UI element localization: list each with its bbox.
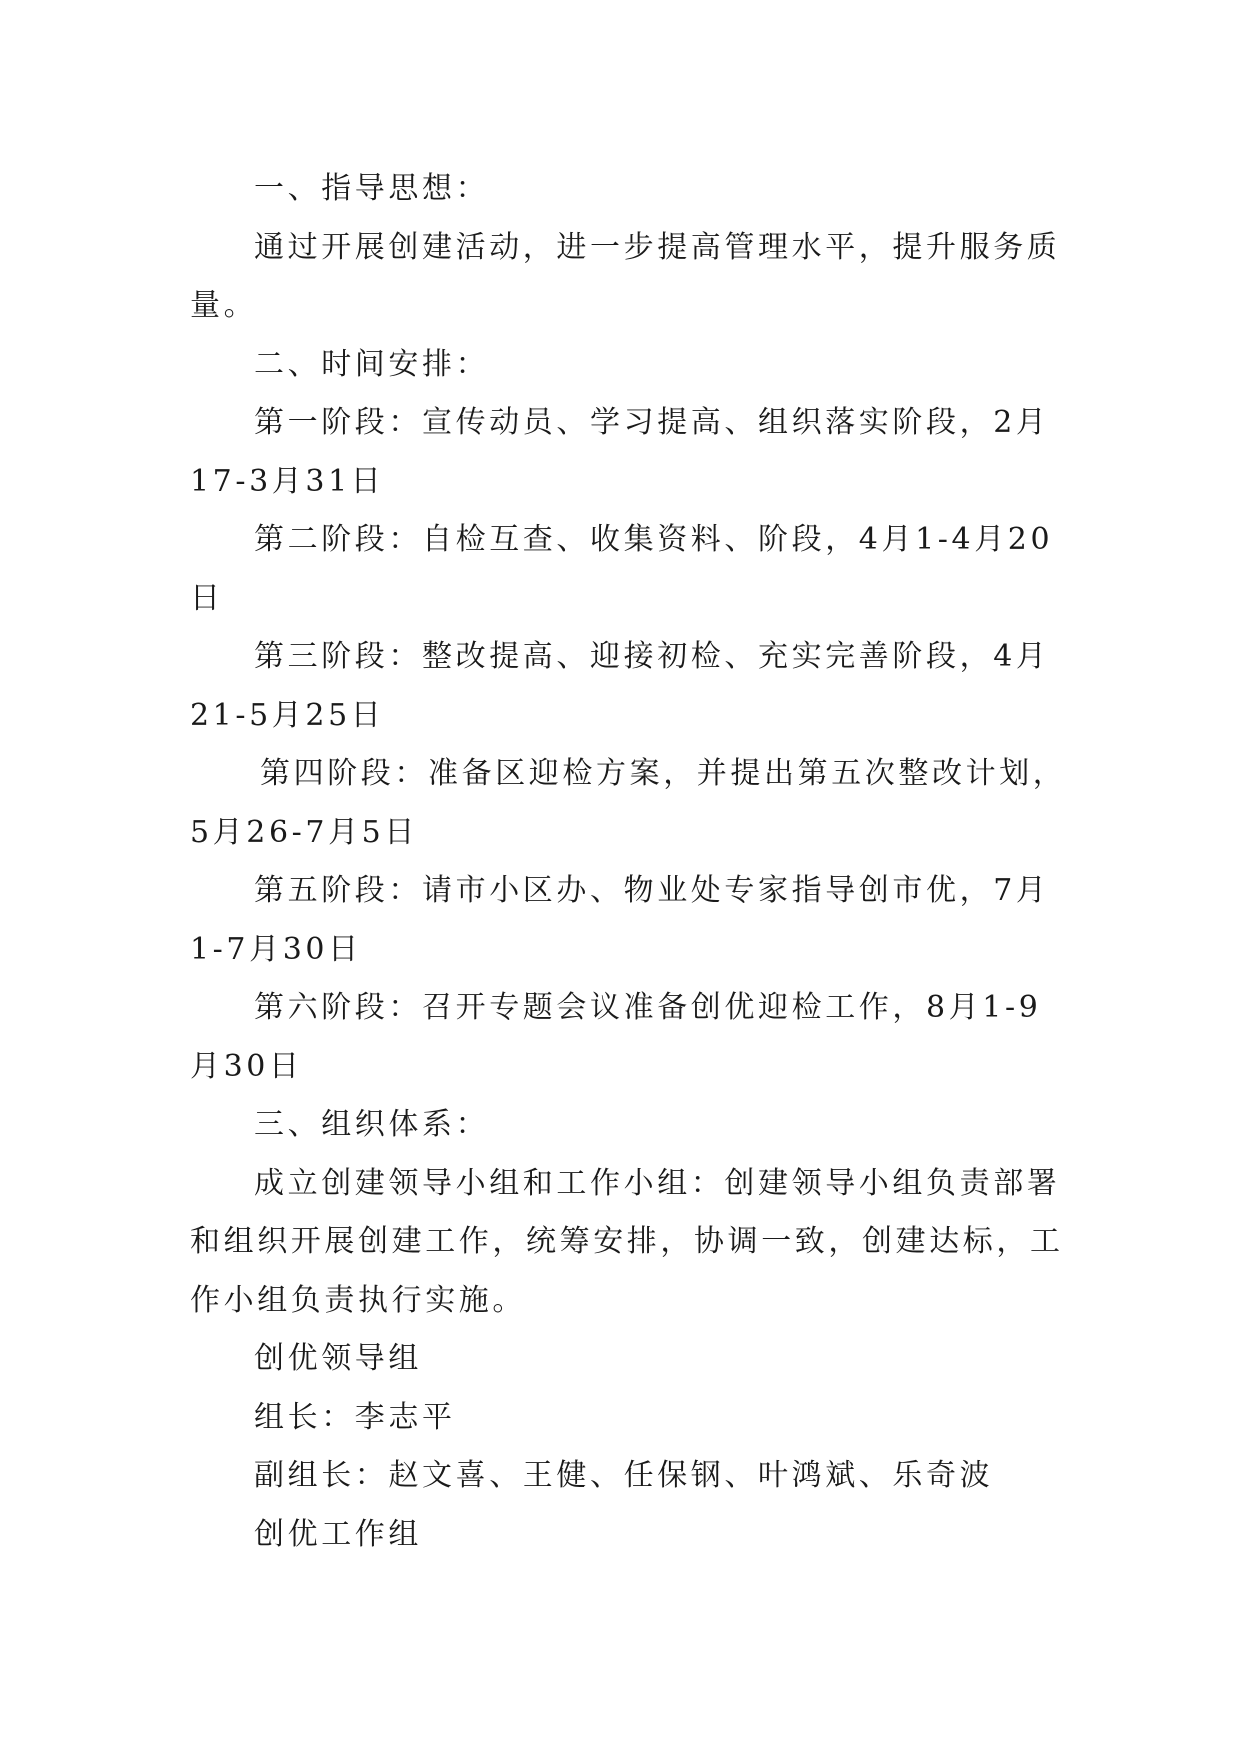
stage-4-text: 第四阶段：准备区迎检方案，并提出第五次整改计划，5月26-7月5日: [190, 756, 1067, 850]
deputy-leaders-line: 副组长：赵文喜、王健、任保钢、叶鸿斌、乐奇波: [254, 1458, 994, 1493]
paragraph-organization: 成立创建领导小组和工作小组：创建领导小组负责部署和组织开展创建工作，统筹安排，协调一致，创建达标，工作小组负责执行实施。: [190, 1165, 1064, 1318]
stage-3-text: 第三阶段：整改提高、迎接初检、充实完善阶段，4月21-5月25日: [190, 639, 1050, 733]
document-body: [190, 160, 1070, 1564]
section-heading-organization: 三、组织体系：: [254, 1107, 490, 1142]
paragraph-guiding-ideology: 通过开展创建活动，进一步提高管理水平，提升服务质量。: [190, 229, 1061, 323]
working-group-title: 创优工作组: [254, 1516, 422, 1552]
stage-6-text: 第六阶段：召开专题会议准备创优迎检工作，8月1-9月30日: [190, 990, 1042, 1084]
stage-5-text: 第五阶段：请市小区办、物业处专家指导创市优，7月1-7月30日: [190, 873, 1050, 967]
group-leader-line: 组长：李志平: [254, 1399, 456, 1435]
section-heading-guiding-ideology: 一、指导思想：: [254, 171, 490, 206]
leadership-group-title: 创优领导组: [254, 1341, 422, 1376]
stage-1-text: 第一阶段：宣传动员、学习提高、组织落实阶段，2月17-3月31日: [190, 405, 1050, 499]
section-heading-schedule: 二、时间安排：: [254, 346, 490, 382]
stage-2-text: 第二阶段：自检互查、收集资料、阶段，4月1-4月20日: [190, 522, 1054, 616]
